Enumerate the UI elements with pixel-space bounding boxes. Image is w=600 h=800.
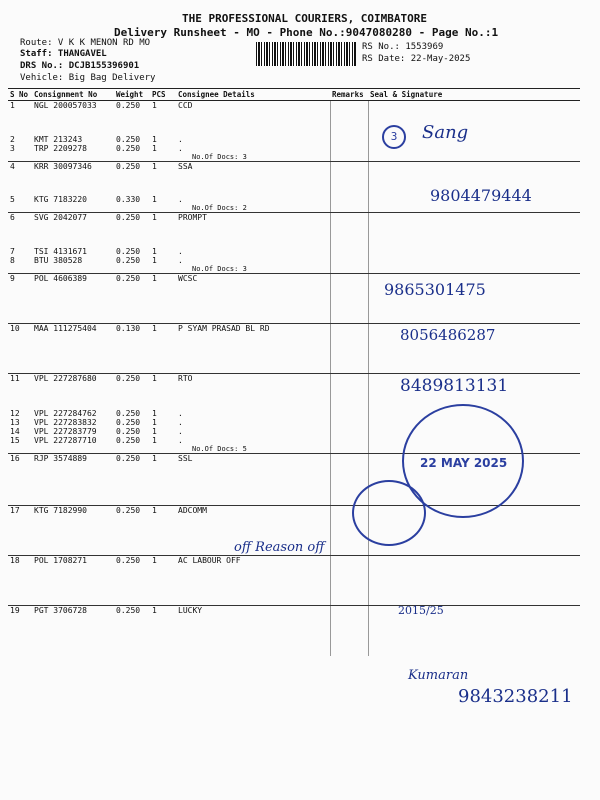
col-consignee: Consignee Details	[176, 89, 330, 101]
table-row: 6 SVG 2042077 0.250 1 PROMPT	[8, 213, 580, 247]
docs-note-row: No.Of Docs: 5	[8, 445, 580, 454]
table-row: 3 TRP 2209278 0.250 1 .	[8, 144, 580, 153]
table-row: 2 KMT 213243 0.250 1 .	[8, 135, 580, 144]
signature-row6-phone: 9865301475	[384, 280, 486, 299]
signature-row19-phone: 9843238211	[458, 686, 573, 707]
table-row: 1 NGL 200057033 0.250 1 CCD	[8, 101, 580, 135]
table-row: 15 VPL 227287710 0.250 1 .	[8, 436, 580, 445]
signature-row9-phone: 8056486287	[400, 326, 496, 344]
table-row: 5 KTG 7183220 0.330 1 .	[8, 195, 580, 204]
table-row: 16 RJP 3574889 0.250 1 SSL	[8, 454, 580, 506]
runsheet-subtitle: Delivery Runsheet - MO - Phone No.:9047080280 - Page No.:1	[114, 26, 499, 39]
signature-row10-phone: 8489813131	[400, 376, 509, 396]
col-pcs: PCS	[150, 89, 176, 101]
table-row: 7 TSI 4131671 0.250 1 .	[8, 247, 580, 256]
signature-row4-phone: 9804479444	[430, 186, 532, 205]
drs-label: DRS No.: DCJB155396901	[20, 61, 140, 71]
col-weight: Weight	[114, 89, 150, 101]
vehicle-label: Vehicle: Big Bag Delivery	[20, 73, 156, 83]
docs-note-row: No.Of Docs: 3	[8, 265, 580, 274]
rs-date: RS Date: 22-May-2025	[362, 54, 471, 64]
runsheet-table	[8, 88, 580, 656]
col-consignment: Consignment No	[32, 89, 114, 101]
table-row: 17 KTG 7182990 0.250 1 ADCOMM	[8, 506, 580, 556]
col-sno: S No	[8, 89, 32, 101]
second-seal	[352, 480, 426, 546]
table-row: 4 KRR 30097346 0.250 1 SSA	[8, 161, 580, 195]
seal-date: 22 MAY 2025	[420, 456, 508, 470]
table-row: 12 VPL 227284762 0.250 1 .	[8, 409, 580, 418]
circled-number: 3	[382, 125, 406, 149]
table-row: 14 VPL 227283779 0.250 1 .	[8, 427, 580, 436]
signature-row1: Sang	[422, 122, 469, 143]
table-row: 10 MAA 111275404 0.130 1 P SYAM PRASAD BL RD	[8, 323, 580, 373]
remark-row17: off Reason off	[234, 540, 325, 555]
table-row: 13 VPL 227283832 0.250 1 .	[8, 418, 580, 427]
table-row: 19 PGT 3706728 0.250 1 LUCKY	[8, 606, 580, 656]
table-row: 8 BTU 380528 0.250 1 .	[8, 256, 580, 265]
table-row: 9 POL 4606389 0.250 1 WCSC	[8, 273, 580, 323]
docs-note-row: No.Of Docs: 2	[8, 204, 580, 213]
table-row: 11 VPL 227287680 0.250 1 RTO	[8, 373, 580, 409]
docs-note-row: No.Of Docs: 3	[8, 153, 580, 162]
table-row: 18 POL 1708271 0.250 1 AC LABOUR OFF	[8, 556, 580, 606]
staff-label: Staff: THANGAVEL	[20, 49, 107, 59]
company-title: THE PROFESSIONAL COURIERS, COIMBATORE	[182, 12, 428, 25]
signature-row18-date: 2015/25	[398, 604, 444, 617]
col-seal: Seal & Signature	[368, 89, 580, 101]
col-remarks: Remarks	[330, 89, 368, 101]
table-header-row	[8, 89, 580, 101]
signature-row19-name: Kumaran	[408, 668, 469, 683]
rs-number: RS No.: 1553969	[362, 42, 444, 52]
barcode	[256, 42, 356, 66]
route-label: Route: V K K MENON RD MO	[20, 38, 151, 48]
